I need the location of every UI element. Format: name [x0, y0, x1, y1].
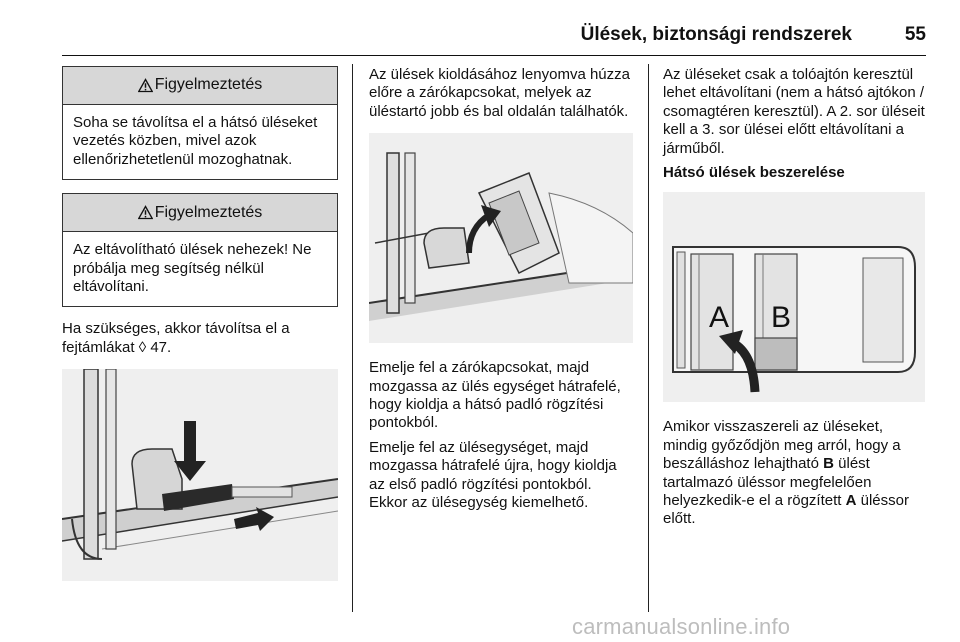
watermark: carmanualsonline.info	[572, 614, 791, 639]
column-3	[663, 66, 931, 535]
body-paragraph: Emelje fel a zárókapcsokat, majd mozgassa az ülés egységet hátrafelé, hogy kioldja a hátsó padló rögzítési pontokból.	[369, 359, 621, 432]
warning-title: Figyelmeztetés	[154, 203, 263, 221]
illustration	[663, 192, 925, 402]
warning-box	[62, 193, 338, 307]
illustration	[62, 369, 338, 581]
body-paragraph	[62, 320, 338, 357]
body-paragraph: Az üléseket csak a tolóajtón keresztül lehet eltávolítani (nem a hátsó ajtókon / csomagtéren keresztül). A 2. sor üléseit kell a 3. sor ülései előtt eltávolítani a járműből.	[663, 66, 925, 157]
paragraph-text: üléssor előtt.	[663, 492, 909, 528]
warning-title: Figyelmeztetés	[154, 76, 263, 94]
warning-icon	[138, 78, 153, 93]
column-2	[369, 66, 633, 518]
paragraph-text: Amikor visszaszereli az üléseket, mindig győződjön meg arról, hogy a beszálláshoz lehajtható	[663, 418, 901, 473]
column-divider	[352, 64, 353, 612]
figure-label-a: A	[709, 301, 730, 335]
warning-header	[63, 194, 337, 232]
page-reference: 47.	[150, 338, 172, 356]
page-number: 55	[904, 24, 926, 45]
body-paragraph: Emelje fel az ülésegységet, majd mozgassa hátrafelé újra, hogy kioldja az első padló rögzítési pontokból. Ekkor az ülésegység kiemelhető.	[369, 438, 617, 512]
figure-seat-rows-diagram	[663, 192, 925, 402]
header-rule	[62, 55, 926, 56]
warning-icon	[138, 205, 153, 220]
page-header	[0, 0, 960, 60]
warning-header	[63, 67, 337, 105]
section-heading: Hátsó ülések beszerelése	[663, 164, 845, 182]
figure-label-b: B	[771, 301, 792, 335]
column-divider	[648, 64, 649, 612]
page-title: Ülések, biztonsági rendszerek	[580, 24, 852, 45]
emphasis-label-a: A	[845, 492, 857, 510]
emphasis-label-b: B	[823, 455, 834, 473]
warning-text: Az eltávolítható ülések nehezek! Ne próbálja meg segítség nélkül eltávolítani.	[73, 241, 312, 296]
figure-seat-latch-lift	[369, 133, 633, 343]
page-reference-icon: ◊	[138, 338, 147, 356]
warning-box	[62, 66, 338, 180]
figure-seat-clamp-release	[62, 369, 338, 581]
warning-text: Soha se távolítsa el a hátsó üléseket vezetés közben, mivel azok ellenőrizhetetlenül mozoghatnak.	[73, 114, 318, 168]
body-paragraph: Az ülések kioldásához lenyomva húzza előre a zárókapcsokat, melyek az üléstartó jobb és bal oldalán találhatók.	[369, 66, 630, 120]
body-paragraph	[663, 418, 931, 528]
paragraph-text: Ha szükséges, akkor távolítsa el a fejtámlákat	[62, 320, 290, 356]
column-1	[62, 66, 338, 581]
paragraph-text: ülést tartalmazó üléssor megfelelően helyezkedik-e el a rögzített	[663, 455, 872, 510]
illustration	[369, 133, 633, 343]
